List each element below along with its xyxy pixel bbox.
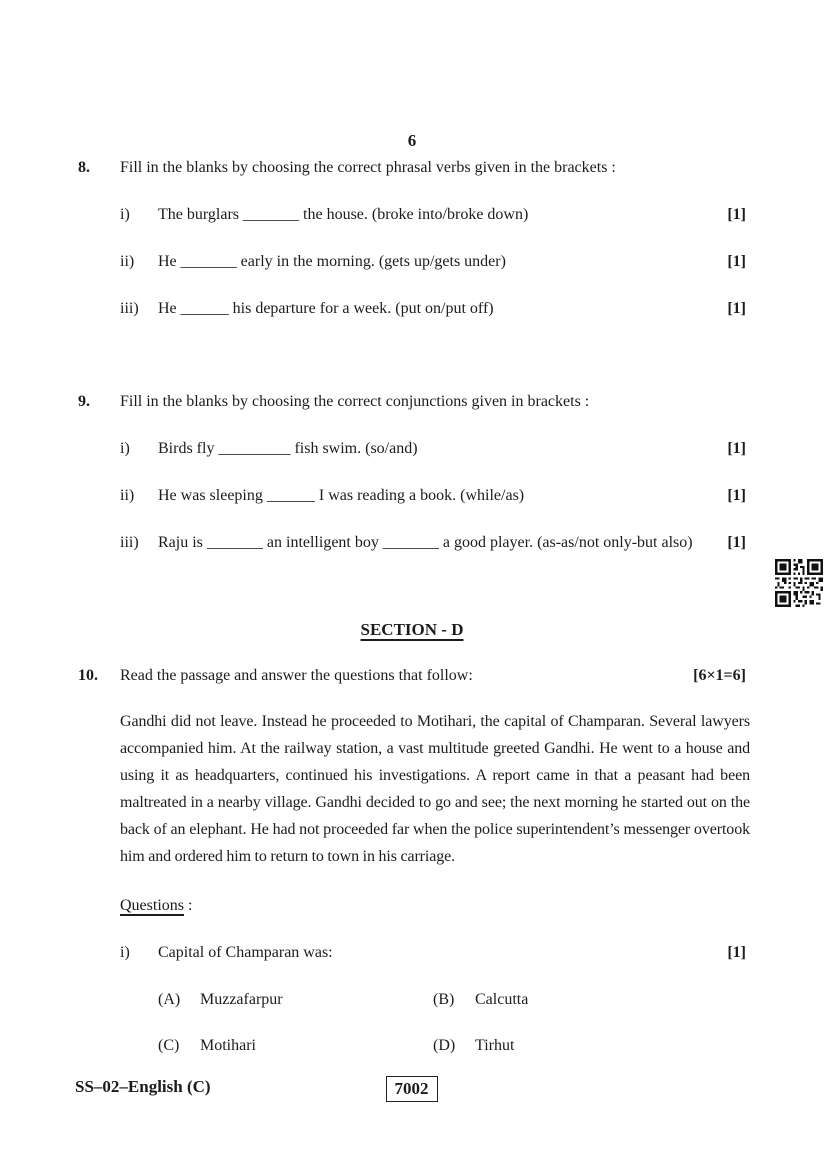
option-text: Calcutta [475,991,529,1008]
question-item [120,251,746,273]
option-b [433,989,746,1011]
passage-text: Gandhi did not leave. Instead he proceeded to Motihari, the capital of Champaran. Several lawyers accompanied him. At the railway station, a vast multitude greeted Gandhi. He went to a house and using it as headquarters, continued his investigations. A report came in that a peasant had been maltreated in a nearby village. Gandhi decided to go and see; the next morning he started out on the back of an elephant. He had not proceeded far when the police superintendent’s messenger overtook him and ordered him to return to town in his carriage. [120,713,750,865]
question-item [120,204,746,226]
question-heading [78,157,746,179]
question-8 [78,157,746,320]
questions-label-colon: : [184,897,193,914]
question-9 [78,391,746,554]
item-text: He ______ his departure for a week. (put on/put off) [158,300,494,317]
marks-badge: [1] [727,534,746,551]
item-label: ii) [120,253,135,270]
marks-badge: [1] [727,300,746,317]
section-title-text: SECTION - D [360,620,464,639]
item-label: i) [120,440,130,457]
qr-code-icon [775,559,823,607]
footer-paper-code: SS–02–English (C) [75,1077,211,1096]
question-heading [78,391,746,413]
item-text: He was sleeping ______ I was reading a book. (while/as) [158,487,525,504]
item-text: He _______ early in the morning. (gets up/gets under) [158,253,506,270]
question-text: Fill in the blanks by choosing the correct conjunctions given in brackets : [120,393,590,410]
option-d [433,1035,746,1057]
item-text: Capital of Champaran was: [158,944,333,961]
option-label: (C) [158,1037,180,1054]
marks-badge: [1] [727,253,746,270]
option-text: Motihari [200,1037,256,1054]
option-c [158,1035,433,1057]
question-heading [78,665,746,687]
marks-badge: [1] [727,944,746,961]
marks-badge: [6×1=6] [693,667,746,684]
question-item [120,438,746,460]
marks-badge: [1] [727,206,746,223]
item-label: ii) [120,487,135,504]
item-text: The burglars _______ the house. (broke into/broke down) [158,206,529,223]
question-text: Read the passage and answer the questions that follow: [120,667,473,684]
question-number: 9. [78,393,90,410]
marks-badge: [1] [727,487,746,504]
question-item [120,532,746,554]
marks-badge: [1] [727,440,746,457]
item-label: iii) [120,300,139,317]
item-label: i) [120,944,130,961]
questions-label-row [120,895,746,917]
question-number: 8. [78,159,90,176]
option-text: Tirhut [475,1037,515,1054]
item-label: iii) [120,534,139,551]
question-item [120,298,746,320]
footer-page-code: 7002 [386,1076,438,1102]
question-number: 10. [78,667,98,684]
questions-label: Questions [120,897,184,914]
page-footer [75,1076,748,1106]
item-text: Raju is _______ an intelligent boy _______ a good player. (as-as/not only-but also) [158,534,693,551]
item-label: i) [120,206,130,223]
section-title [78,619,746,641]
option-a [158,989,433,1011]
question-text: Fill in the blanks by choosing the correct phrasal verbs given in the brackets : [120,159,616,176]
option-text: Muzzafarpur [200,991,283,1008]
item-text: Birds fly _________ fish swim. (so/and) [158,440,418,457]
option-label: (B) [433,991,455,1008]
question-10 [78,665,750,1057]
page-number: 6 [407,131,417,150]
option-label: (D) [433,1037,456,1054]
question-item [120,485,746,507]
option-label: (A) [158,991,181,1008]
sub-question [120,942,746,964]
mcq-options [158,989,746,1057]
